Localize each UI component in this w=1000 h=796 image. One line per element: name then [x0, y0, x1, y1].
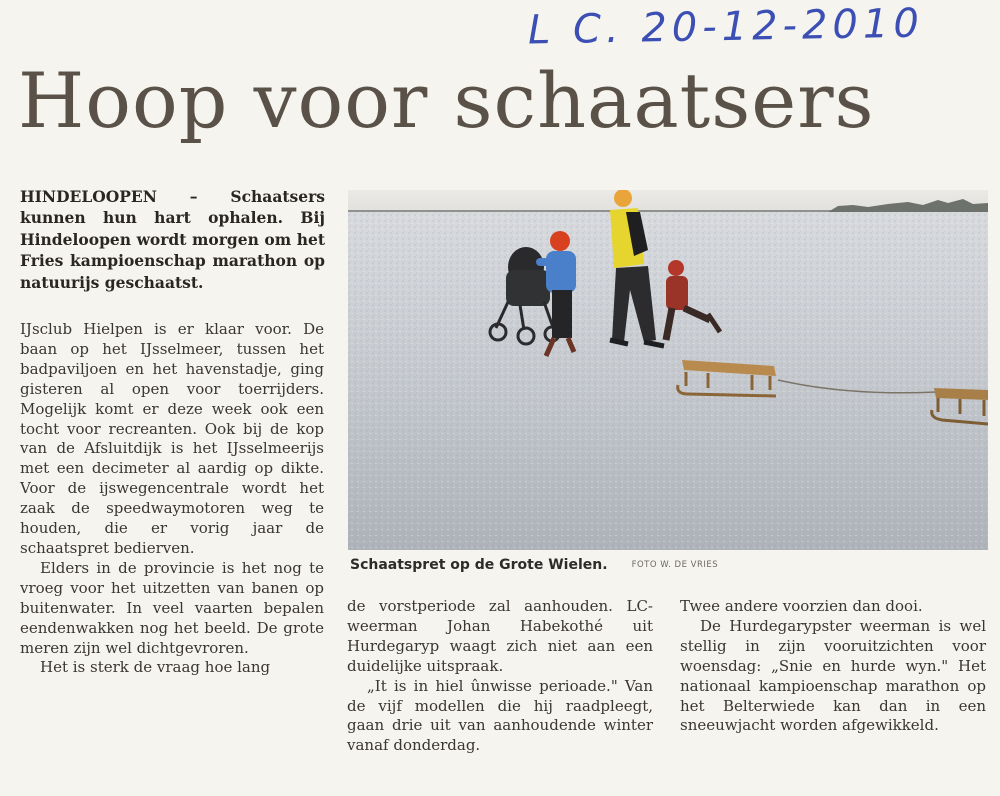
ice-texture [348, 210, 988, 550]
paragraph: Twee andere voorzien dan dooi. [680, 597, 923, 615]
lead-paragraph: HINDELOOPEN – Schaatsers kunnen hun hart ophalen. Bij Hindeloopen wordt morgen om het Fries kampioenschap marathon op natuurijs geschaatst. [20, 187, 325, 292]
paragraph: „It is in hiel ûnwisse perioade." Van de vijf modellen die hij raadpleegt, gaan drie uit van aanhoudende winter vanaf donderdag. [347, 676, 653, 755]
news-photo [348, 190, 988, 550]
paragraph: de vorstperiode zal aanhouden. LC-weerman Johan Habekothé uit Hurdegaryp waagt zich niet aan een duidelijke uitspraak. [347, 597, 653, 675]
article-column-3 [680, 597, 986, 736]
photo-caption-line [350, 557, 718, 573]
headline: Hoop voor schaatsers [18, 56, 875, 145]
photo-credit: FOTO W. DE VRIES [631, 560, 719, 570]
paragraph: Het is sterk de vraag hoe lang [40, 658, 271, 677]
article-column-1 [20, 320, 324, 678]
paragraph: Elders in de provincie is het nog te vroeg voor het uitzetten van banen op buitenwater. In veel vaarten bepalen eendenwakken nog het beeld. De grote meren zijn wel dichtgevroren. [20, 558, 324, 657]
frozen-lake-scene [348, 190, 988, 550]
handwritten-date-annotation: L C. 20-12-2010 [527, 0, 925, 54]
article-column-2 [347, 597, 653, 756]
paragraph: IJsclub Hielpen is er klaar voor. De baan op het IJsselmeer, tussen het badpaviljoen en het havenstadje, ging gisteren al open voor toerrijders. Mogelijk komt er deze week ook een tocht voor recreanten. Ook bij de kop van de Afsluitdijk is het IJsselmeerijs met een decimeter al aardig op dikte. Voor de ijswegencentrale wordt het zaak de speedwaymotoren weg te houden, die er vorig jaar de schaatspret bedierven. [20, 320, 324, 557]
paragraph: De Hurdegarypster weerman is wel stellig in zijn vooruitzichten voor woensdag: „Snie en hurde wyn." Het nationaal kampioenschap marathon op het Belterwiede kan dan in een sneeuwjacht worden afgewikkeld. [680, 616, 986, 735]
photo-caption: Schaatspret op de Grote Wielen. [350, 557, 608, 573]
